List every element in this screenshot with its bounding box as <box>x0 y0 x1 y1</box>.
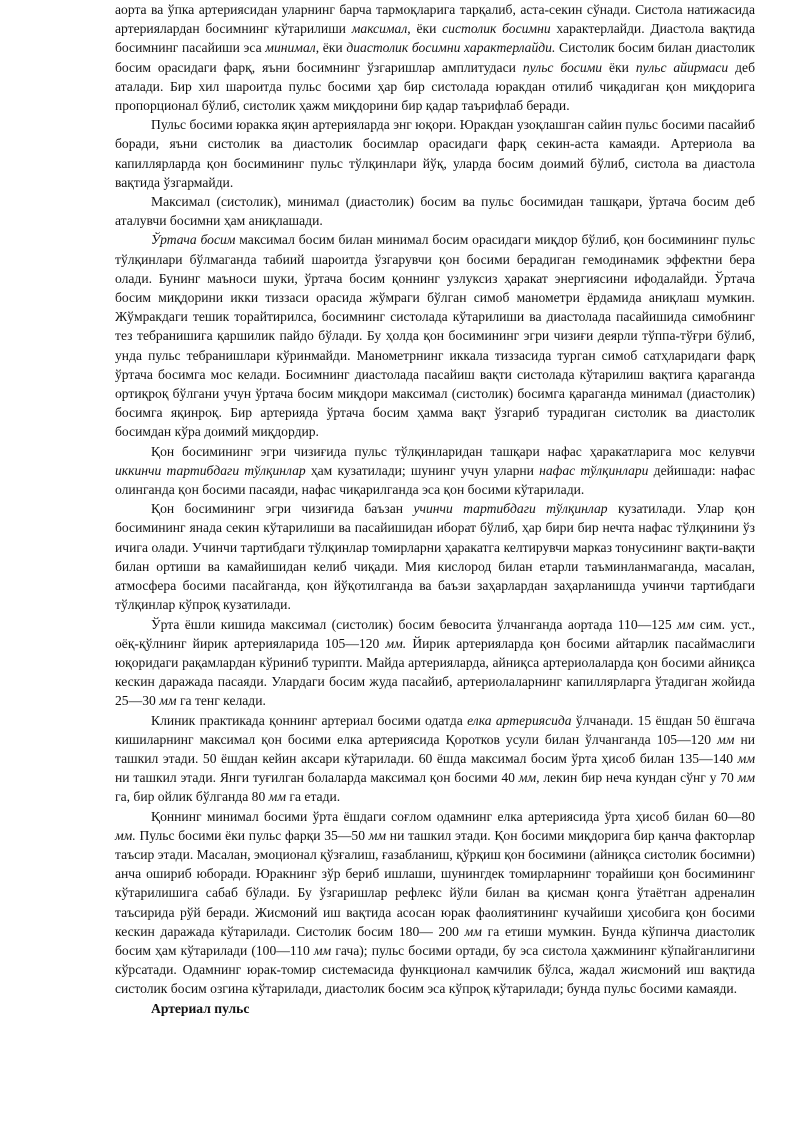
text-run: Қоннинг минимал босими ўрта ёшдаги соғлом одамнинг елка артериясида ўрта ҳисоб билан 60—80 <box>151 808 755 824</box>
text-run: лекин бир неча кундан сўнг у 70 <box>539 770 738 786</box>
text-run: ёки <box>602 59 636 75</box>
italic-term: минимал <box>265 40 316 56</box>
paragraph <box>115 807 755 999</box>
text-run: деб аталади. Бир хил шароитда пульс босими ҳар бир систолада юракдан отилиб чиқадиган қон миқдорига пропорционал бўлиб, систолик ҳажм миқдорини бир қадар таърифлаб беради. <box>115 59 755 114</box>
paragraph <box>115 0 755 115</box>
italic-term: мм. <box>115 827 136 843</box>
text-run: аорта ва ўпка артериясидан уларнинг барча тармоқларига тарқалиб, аста-секин сўнади. Систола натижасида артериялардан босимнинг кўтарилиши <box>115 2 755 37</box>
italic-term: учинчи тартибдаги тўлқинлар <box>413 501 608 517</box>
paragraph <box>115 499 755 614</box>
italic-term: пульс айирмаси <box>635 59 729 75</box>
document-page <box>115 0 755 1018</box>
text-run: Қон босимининг эгри чизиғида пульс тўлқинларидан ташқари нафас ҳаракатларига мос келувчи <box>151 443 755 459</box>
paragraph <box>115 711 755 807</box>
italic-term: мм, <box>518 770 540 786</box>
text-run: ўлчанади. 15 ёшдан 50 ёшгача кишиларнинг максимал қон босими елка артериясида Қоротков усули билан ўлчанганда 105—120 <box>115 712 755 747</box>
text-run: кузатилади. Улар қон босимининг янада секин кўтарилиши ва пасайишидан иборат бўлиб, ҳар бири бир нечта нафас тўлқинини ўз ичига олади. Учинчи тартибдаги тўлқинлар томирларни ҳаракатга келтирувчи марказ тонусининг вақти-вақти билан ортиши ва камайишидан келиб чиқади. Мия кислород билан етарли таъминланмаганда, масалан, атмосфера босими пасайганда, қон йўқотилганда ва баъзи заҳарлардан заҳарланишда учинчи тартибдаги тўлқинлар кўпроқ кузатилади. <box>115 501 756 613</box>
text-run: ни ташкил этади. Қон босими миқдорига бир қанча факторлар таъсир этади. Масалан, эмоционал қўзғалиш, ғазабланиш, қўрқиш қон босимини (айниқса систолик босимни) анча ошириб юборади. Юракнинг зўр бериб ишлаши, шунингдек томирларнинг торайиши қон босимининг кўтарилишига сабаб бўлади. Бу ўзгаришлар рефлекс йўли билан ва қисман қонга ўтаётган адреналин таъсирида рўй беради. Жисмоний иш вақтида асосан юрак фаолиятининг кучайиши ҳисобига қон босими кескин даражада кўтарилади. Систолик босим 180— 200 <box>115 827 755 939</box>
text-run: дейишади: нафас олинганда қон босими пасаяди, нафас чиқарилганда эса қон босими кўтарилади. <box>115 462 755 498</box>
text-run: Йирик артерияларда қон босими айтарлик пасаймаслиги юқоридаги рақамлардан кўриниб турипти. Майда артерияларда, айниқса артериолаларда қон босими айниқса кескин даражада пасаяди. Улардаги босим жуда пасайиб, артериолаларнинг капиллярларга ўтадиган жойида 25—30 <box>115 635 756 709</box>
text-run: ҳам кузатилади; шунинг учун уларни <box>305 462 540 478</box>
paragraph <box>115 615 755 711</box>
italic-term: диастолик босимни характерлайди. <box>346 40 556 56</box>
text-run: Ўрта ёшли кишида максимал (систолик) босим бевосита ўлчанганда аортада 110—125 <box>151 616 678 632</box>
italic-term: систолик босимни <box>442 21 551 37</box>
italic-term: Ўртача босим <box>151 232 236 248</box>
text-run: га тенг келади. <box>176 693 266 709</box>
text-run: га, бир ойлик бўлганда 80 <box>115 789 269 805</box>
text-run: сим. уст., оёқ-қўлнинг йирик артерияларида 105—120 <box>115 616 756 651</box>
paragraph <box>115 115 755 192</box>
text-run: , ёки <box>407 21 443 37</box>
italic-term: мм <box>717 731 735 747</box>
text-run: максимал босим билан минимал босим орасидаги миқдор бўлиб, қон босимининг пульс тўлқинлари бўлмаганда табиий шароитда ўзгарувчи қон босими берадиган гемодинамик эффектни бера олади. Бунинг маъноси шуки, ўртача босим қоннинг узлуксиз ҳаракат энергиясини ифодалайди. Ўртача босим миқдорини икки тиззаси орасида жўмраги бўлган симоб манометри ёрдамида аниқлаш мумкин. Жўмракдаги тешик торайтирилса, босимнинг систолада кўтарилиши ва диастолада пасайишида симобнинг тез тебранишига қаршилик пайдо бўлади. Бу ҳолда қон босимининг эгри чизиғи деярли тўппа-тўғри бўлиб, унда пульс тебранишлари кўринмайди. Манометрнинг иккала тиззасида турган симоб сатҳларидаги фарқ ўртача босимга мос келади. Босимнинг диастолада пасайиш вақти систолада кўтарилиш вақтига қараганда ортиқроқ бўлгани учун ўртача босим миқдори максимал (систолик) босимга қараганда минимал (диастолик) босимга яқинроқ. Бир артерияда ўртача босим ҳамма вақт ўзгариб турадиган систолик ва диастолик босимдан кўра доимий миқдордир. <box>115 232 755 440</box>
paragraph <box>115 192 755 230</box>
text-run: гача); пульс босими ортади, бу эса систола ҳажмининг кўпайганлигини кўрсатади. Одамнинг юрак-томир системасида функционал камчилик бўлса, жадал жисмоний иш вақтида систолик босим озгина кўтарилади, диастолик босим эса кўпроқ кўтарилади; бунда пульс босими камаяди. <box>115 942 755 997</box>
section-heading: Артериал пульс <box>151 1000 250 1016</box>
italic-term: мм <box>368 827 387 843</box>
paragraph <box>115 442 755 500</box>
italic-term: мм <box>159 693 177 709</box>
text-run: га етиши мумкин. Бунда кўпинча диастолик босим ҳам кўтарилади (100—110 <box>115 923 756 958</box>
italic-term: мм. <box>385 635 407 651</box>
paragraph <box>115 230 755 441</box>
text-run: Пульс босими юракка яқин артерияларда энг юқори. Юракдан узоқлашган сайин пульс босими пасайиб боради, яъни систолик ва диастолик босимлар орасидаги фарқ секин-аста камаяди. Артериола ва капиллярларда қон босимининг пульс тўлқинлари йўқ, уларда босим доимий бўлиб, систола ва диастола вақтида ўзгармайди. <box>115 117 755 190</box>
italic-term: пульс босими <box>522 59 603 75</box>
italic-term: мм <box>268 789 287 805</box>
text-run: га етади. <box>286 789 341 805</box>
italic-term: мм <box>677 616 695 632</box>
text-run: ни ташкил этади. Янги туғилган болаларда максимал қон босими 40 <box>115 770 519 786</box>
italic-term: нафас тўлқинлари <box>539 462 649 478</box>
italic-term: мм <box>313 942 332 958</box>
text-run: Систолик босим билан диастолик босим орасидаги фарқ, яъни босимнинг ўзгаришлар амплитудаси <box>115 40 755 75</box>
text-run: ни ташкил этади. 50 ёшдан кейин аксари кўтарилади. 60 ёшда максимал босим ўрта ҳисоб билан 135—140 <box>115 731 755 766</box>
italic-term: иккинчи тартибдаги тўлқинлар <box>115 462 306 478</box>
text-run: , ёки <box>315 40 347 56</box>
italic-term: елка артериясида <box>467 712 572 728</box>
text-run: Қон босимининг эгри чизиғида баъзан <box>151 501 414 517</box>
italic-term: максимал <box>351 21 408 37</box>
italic-term: мм <box>737 770 755 786</box>
italic-term: мм <box>737 750 755 766</box>
text-run: Клиник практикада қоннинг артериал босими одатда <box>151 712 468 728</box>
text-run: Максимал (систолик), минимал (диастолик) босим ва пульс босимидан ташқари, ўртача босим деб аталувчи босимни ҳам аниқлашади. <box>115 194 755 229</box>
italic-term: мм <box>464 923 482 939</box>
text-run: характерлайди. Диастола вақтида босимнинг пасайиши эса <box>115 21 755 56</box>
text-run: Пульс босими ёки пульс фарқи 35—50 <box>135 827 369 843</box>
